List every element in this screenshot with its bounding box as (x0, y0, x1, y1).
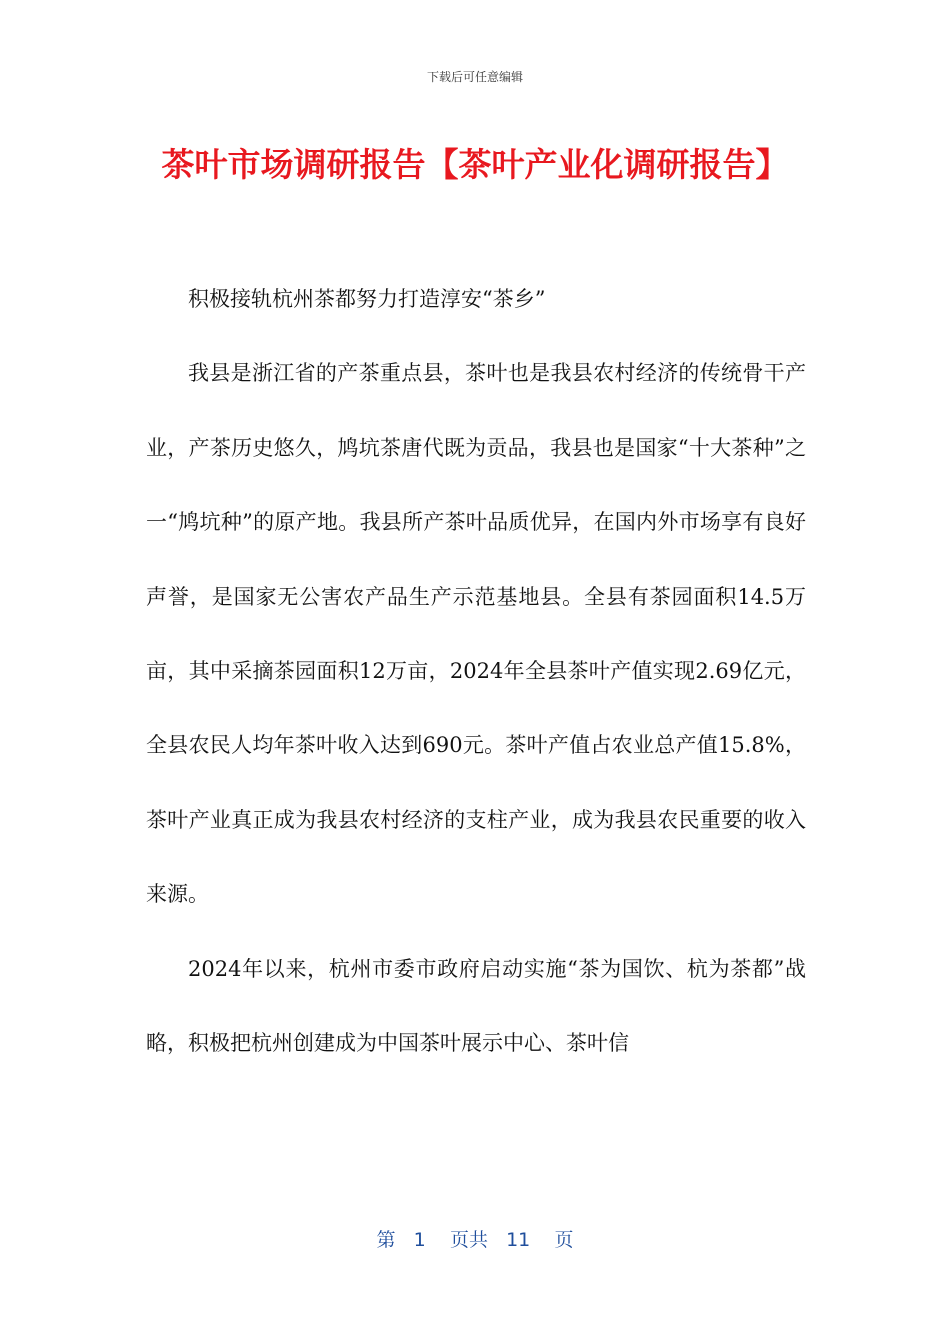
document-title: 茶叶市场调研报告【茶叶产业化调研报告】 (161, 145, 789, 184)
paragraph: 我县是浙江省的产茶重点县，茶叶也是我县农村经济的传统骨干产业，产茶历史悠久，鸠坑茶唐代既为贡品，我县也是国家“十大茶种”之一“鸠坑种”的原产地。我县所产茶叶品质优异，在国内外市场享有良好声誉，是国家无公害农产品生产示范基地县。全县有茶园面积14.5万亩，其中采摘茶园面积12万亩，2024年全县茶叶产值实现2.69亿元，全县农民人均年茶叶收入达到690元。茶叶产值占农业总产值15.8%，茶叶产业真正成为我县农村经济的支柱产业，成为我县农民重要的收入来源。 (146, 361, 806, 907)
header-note: 下载后可任意编辑 (426, 70, 523, 84)
footer-prefix: 第 (376, 1229, 396, 1251)
footer-middle: 页共 (449, 1229, 488, 1251)
document-body (146, 262, 806, 1080)
paragraph: 2024年以来，杭州市委市政府启动实施“茶为国饮、杭为茶都”战略，积极把杭州创建成为中国茶叶展示中心、茶叶信 (146, 956, 806, 1056)
current-page-number: 1 (413, 1229, 426, 1251)
total-pages-number: 11 (506, 1229, 531, 1251)
paragraph-subtitle: 积极接轨杭州茶都努力打造淳安“茶乡” (188, 287, 546, 311)
footer-suffix: 页 (554, 1229, 574, 1251)
page-footer (0, 1226, 950, 1254)
